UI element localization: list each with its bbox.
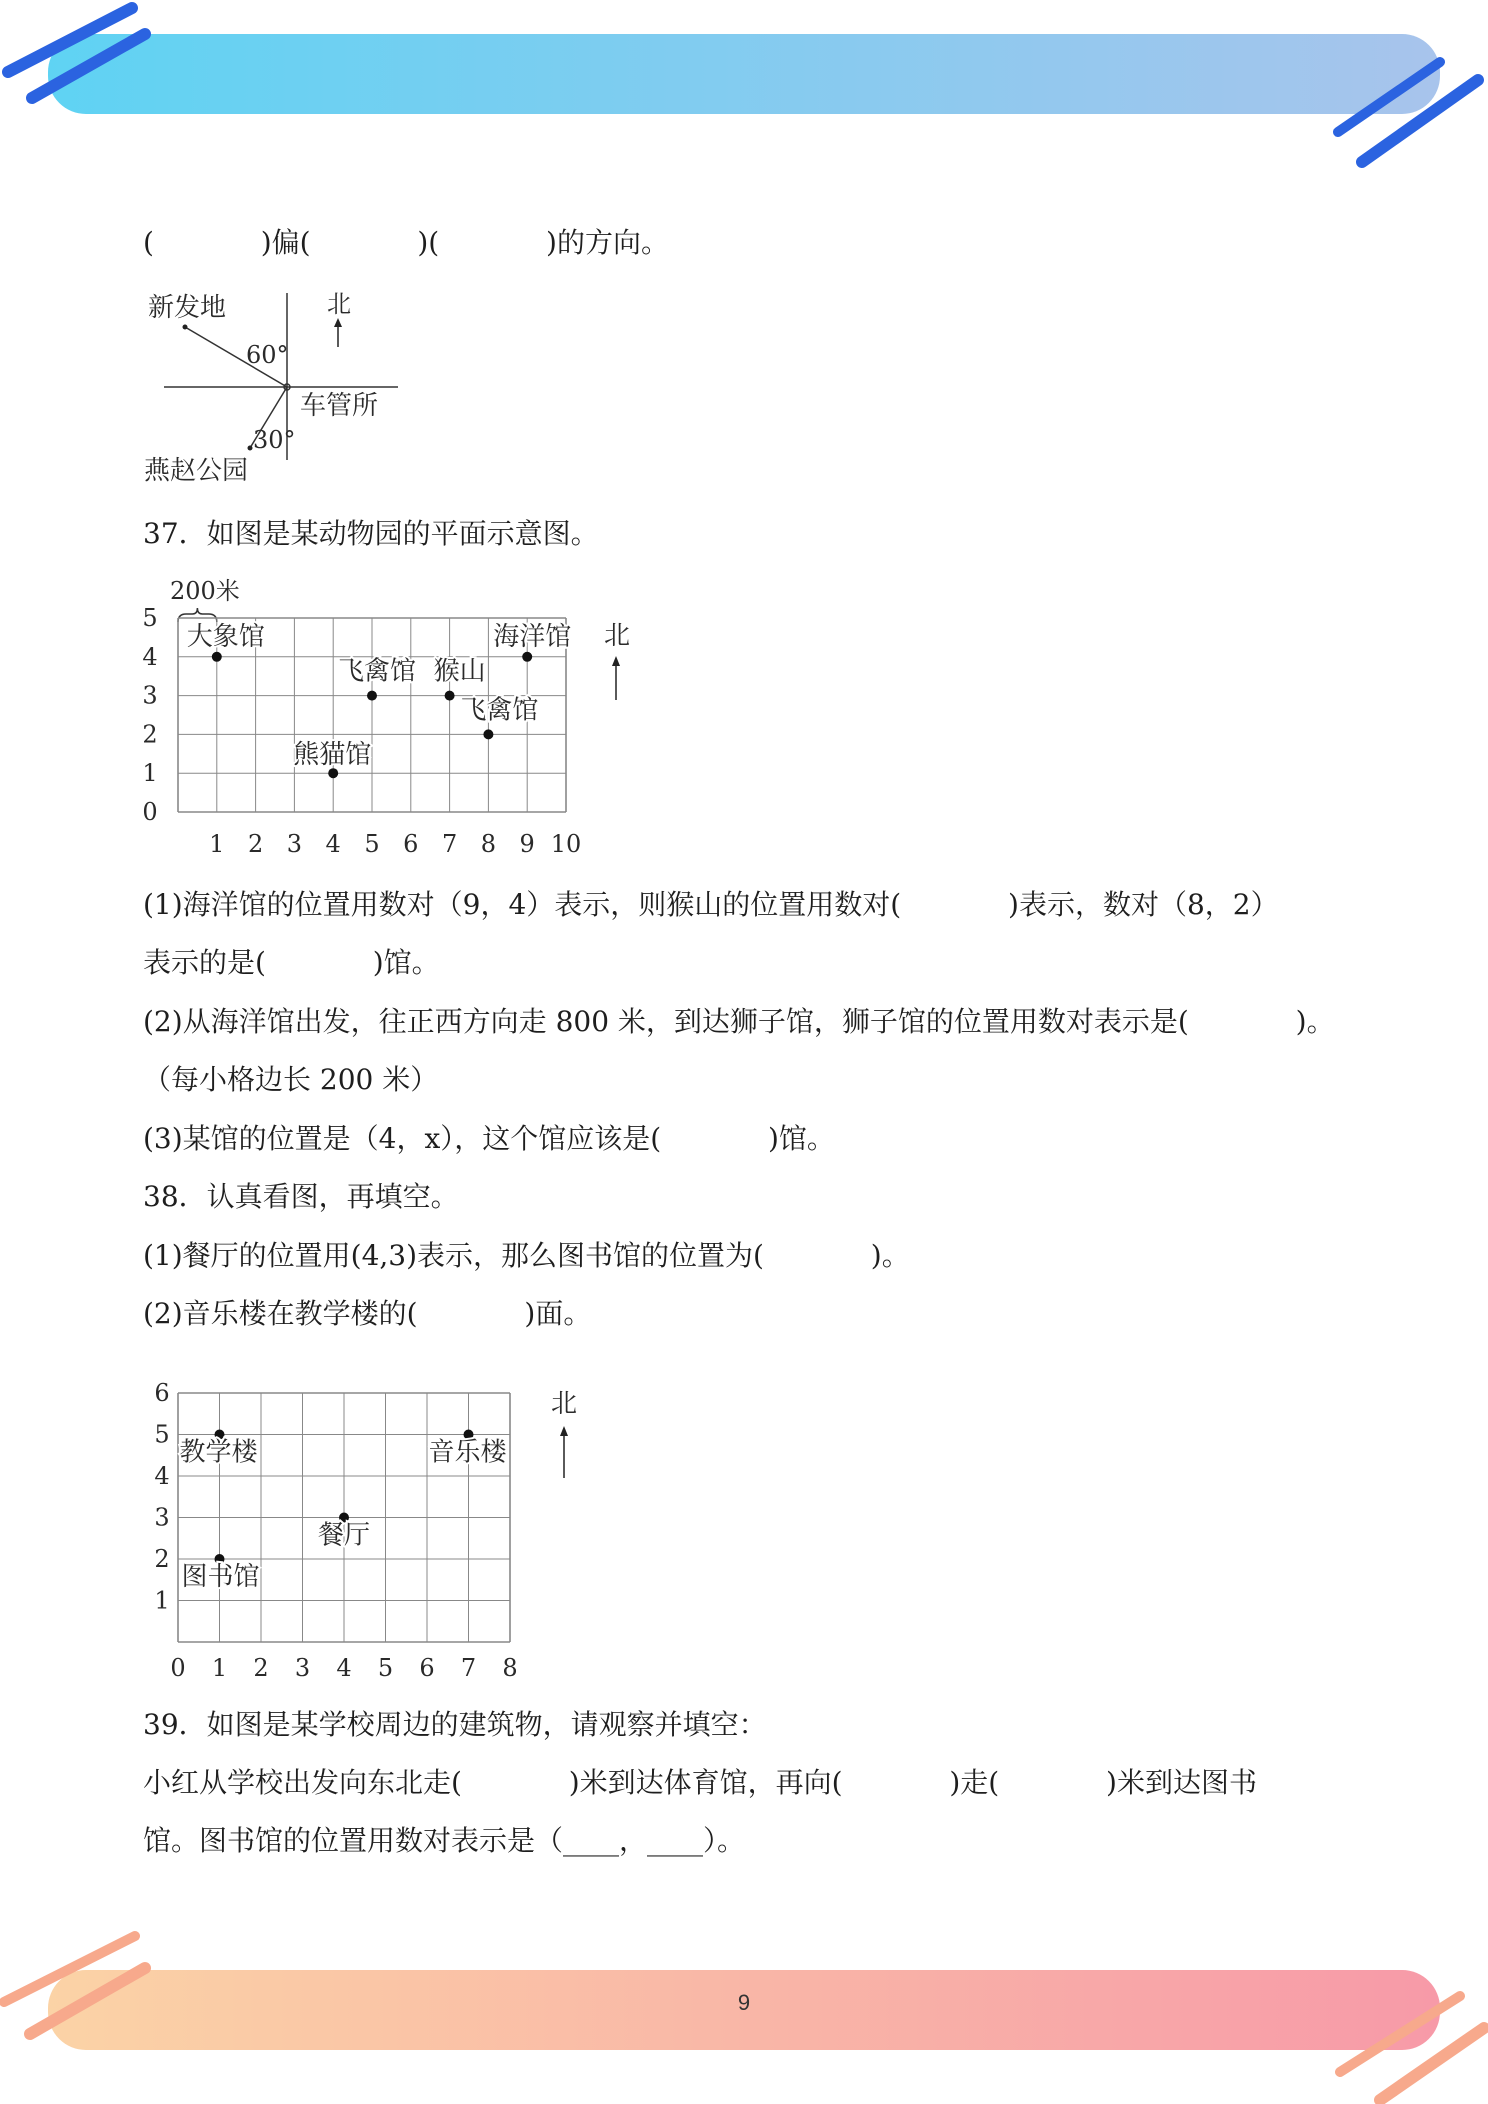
place-cheguansuo: 车管所 [300, 391, 379, 421]
place-label: 飞禽馆 [460, 695, 539, 726]
y-tick-label: 1 [154, 1586, 170, 1615]
x-tick-label: 2 [253, 1654, 269, 1682]
header-banner [0, 0, 1488, 170]
q38-title: 38．认真看图，再填空。 [143, 1180, 459, 1213]
campus-north-label: 北 [551, 1389, 578, 1419]
y-tick-label: 2 [142, 720, 158, 749]
x-tick-label: 3 [286, 830, 303, 858]
x-tick-label: 5 [364, 830, 380, 858]
x-tick-label: 9 [519, 830, 535, 858]
x-tick-label: 4 [336, 1654, 352, 1682]
place-label: 飞禽馆 [338, 656, 417, 687]
y-tick-label: 5 [142, 604, 158, 632]
x-tick-label: 4 [325, 830, 341, 858]
x-tick-label: 3 [294, 1654, 311, 1682]
place-yanzhao-park: 燕赵公园 [144, 456, 249, 486]
x-tick-label: 1 [211, 1654, 228, 1682]
place-label: 餐厅 [318, 1520, 371, 1551]
q39-line-b: 馆。图书馆的位置用数对表示是（____，____）。 [143, 1824, 746, 1857]
q37-part1-a: (1)海洋馆的位置用数对（9，4）表示，则猴山的位置用数对( )表示，数对（8，2） [143, 888, 1279, 921]
y-tick-label: 4 [142, 642, 158, 671]
map-point [367, 691, 377, 701]
north-label: 北 [327, 290, 351, 318]
place-label: 熊猫馆 [293, 740, 372, 771]
x-tick-label: 8 [480, 830, 497, 858]
place-xinfadi: 新发地 [148, 293, 227, 323]
x-tick-label: 7 [460, 1654, 477, 1682]
scale-brace [178, 608, 217, 622]
y-tick-label: 6 [154, 1379, 170, 1407]
place-label: 猴山 [433, 656, 486, 687]
x-tick-label: 2 [247, 830, 264, 858]
y-tick-label: 4 [154, 1462, 170, 1490]
x-tick-label: 10 [550, 830, 582, 858]
y-tick-label: 3 [142, 681, 158, 710]
map-point [445, 691, 455, 701]
q39-line-a: 小红从学校出发向东北走( )米到达体育馆，再向( )走( )米到达图书 [143, 1766, 1257, 1799]
y-tick-label: 2 [154, 1545, 170, 1573]
x-tick-label: 7 [441, 830, 458, 858]
x-tick-label: 6 [419, 1654, 435, 1682]
y-tick-label: 0 [142, 798, 158, 826]
x-tick-label: 1 [209, 830, 225, 858]
q39-title: 39．如图是某学校周边的建筑物，请观察并填空： [143, 1708, 767, 1741]
x-tick-label: 0 [170, 1654, 186, 1682]
place-label: 音乐楼 [428, 1437, 507, 1468]
place-label: 海洋馆 [493, 621, 572, 652]
scale-label: 200米 [170, 577, 240, 605]
q38-part2: (2)音乐楼在教学楼的( )面。 [143, 1297, 592, 1330]
y-tick-label: 3 [154, 1503, 170, 1532]
x-tick-label: 6 [403, 830, 419, 858]
map-point [212, 652, 222, 662]
angle-30: 30° [253, 426, 296, 454]
q36-direction-line: ( )偏( )( )的方向。 [143, 226, 669, 259]
y-tick-label: 1 [142, 759, 158, 788]
y-tick-label: 5 [154, 1420, 170, 1449]
q38-part1: (1)餐厅的位置用(4,3)表示，那么图书馆的位置为( )。 [143, 1239, 910, 1272]
direction-figure [140, 285, 410, 490]
q37-part2-a: (2)从海洋馆出发，往正西方向走 800 米，到达狮子馆，狮子馆的位置用数对表示是( )。 [143, 1005, 1335, 1038]
place-label: 图书馆 [181, 1562, 260, 1592]
map-point [522, 652, 532, 662]
place-label: 大象馆 [186, 621, 265, 652]
x-tick-label: 8 [502, 1654, 518, 1682]
angle-60: 60° [246, 341, 289, 369]
map-point [483, 729, 493, 739]
q37-part3: (3)某馆的位置是（4，x），这个馆应该是( )馆。 [143, 1122, 835, 1155]
place-label: 教学楼 [179, 1437, 258, 1468]
zoo-grid-figure [140, 568, 640, 878]
q37-part1-b: 表示的是( )馆。 [143, 946, 440, 979]
q37-part2-b: （每小格边长 200 米） [143, 1063, 439, 1096]
page-number: 9 [737, 1990, 751, 2015]
zoo-north-label: 北 [604, 621, 631, 651]
q37-title: 37．如图是某动物园的平面示意图。 [143, 517, 599, 550]
x-tick-label: 5 [377, 1654, 394, 1682]
campus-grid-figure [154, 1368, 580, 1682]
